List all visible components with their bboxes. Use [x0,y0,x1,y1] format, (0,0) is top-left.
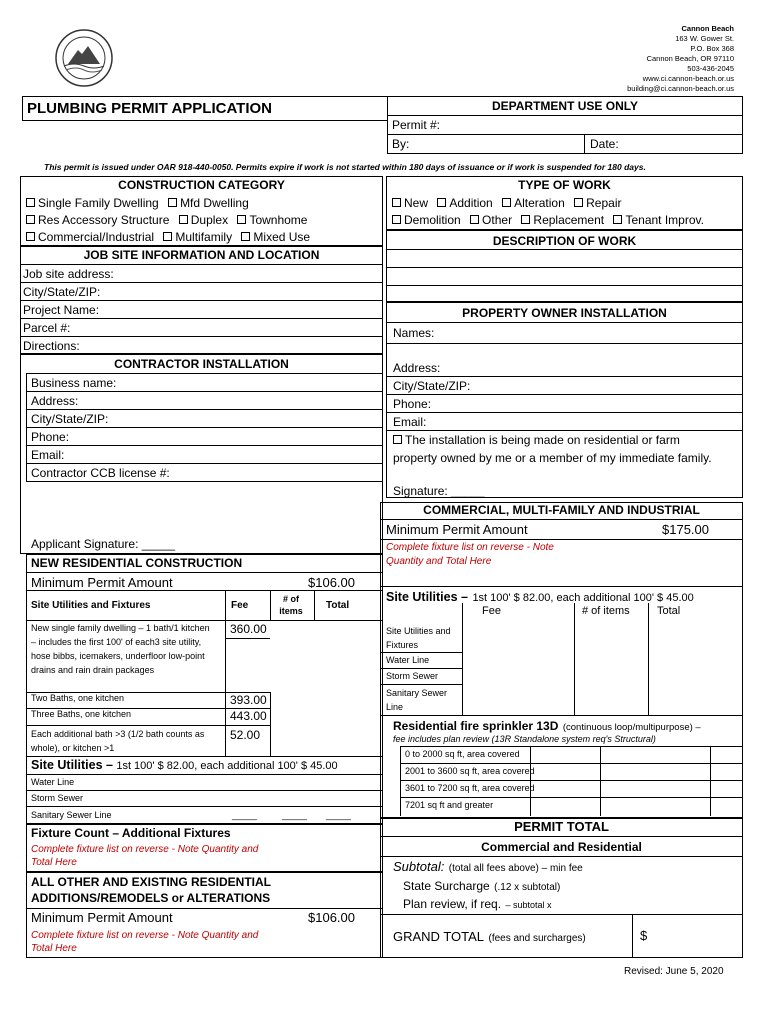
option-single-family: Single Family Dwelling [38,196,159,210]
option-alteration: Alteration [514,196,565,210]
contractor-address-field[interactable]: Address: [31,394,79,408]
checkbox[interactable] [163,232,172,241]
fee-row-value: 360.00 [230,622,267,636]
option-mixed-use: Mixed Use [253,230,311,244]
checkbox[interactable] [521,215,530,224]
fee-row-value: 393.00 [230,693,267,707]
date-label[interactable]: Date: [590,137,619,151]
address-line: P.O. Box 368 [690,44,734,53]
description-heading: DESCRIPTION OF WORK [492,234,637,248]
option-duplex: Duplex [190,213,229,227]
checkbox[interactable] [26,198,35,207]
permit-total-sub: Commercial and Residential [481,840,642,854]
property-owner-heading: PROPERTY OWNER INSTALLATION [462,306,667,320]
revised-date: Revised: June 5, 2020 [624,966,724,977]
checkbox[interactable] [26,232,35,241]
permit-total-heading: PERMIT TOTAL [514,819,609,834]
other-res-min-label: Minimum Permit Amount [31,910,173,925]
other-res-heading-1: ALL OTHER AND EXISTING RESIDENTIAL [31,875,272,889]
checkbox[interactable] [392,198,401,207]
city-seal-logo [48,28,120,88]
project-name-field[interactable]: Project Name: [23,303,100,317]
address-line: Cannon Beach, OR 97110 [646,54,734,63]
option-addition: Addition [449,196,493,210]
contractor-heading: CONTRACTOR INSTALLATION [114,357,289,371]
contractor-phone-field[interactable]: Phone: [31,430,70,444]
option-res-accessory: Res Accessory Structure [38,213,170,227]
job-site-city-field[interactable]: City/State/ZIP: [23,285,101,299]
sprinkler-row: 2001 to 3600 sq ft, area covered [405,766,535,776]
grand-total-line: GRAND TOTAL (fees and surcharges) [393,929,586,944]
option-repair: Repair [586,196,622,210]
directions-field[interactable]: Directions: [23,339,80,353]
job-site-address-field[interactable]: Job site address: [23,267,114,281]
option-mfd-dwelling: Mfd Dwelling [180,196,249,210]
address-line: www.ci.cannon-beach.or.us [642,74,734,83]
checkbox[interactable] [502,198,511,207]
option-demolition: Demolition [404,213,461,227]
contractor-city-field[interactable]: City/State/ZIP: [31,412,109,426]
by-label[interactable]: By: [392,137,410,151]
blank-total[interactable]: _____ [326,810,352,820]
commercial-min-amount: $175.00 [662,522,709,537]
utility-row-water: Water Line [31,777,75,787]
other-res-heading-2: ADDITIONS/REMODELS or ALTERATIONS [31,891,271,905]
commercial-utilities-line: Site Utilities – 1st 100' $ 82.00, each additional 100' $ 45.00 [386,590,694,604]
commercial-heading: COMMERCIAL, MULTI-FAMILY AND INDUSTRIAL [423,503,700,517]
fee-row-label: New single family dwelling – 1 bath/1 kitchen – includes the first 100' of each3 site utility, hose bibbs, icemakers, underfloor low-point drains and rain drain packages [31,623,210,675]
owner-statement-line-1: The installation is being made on residential or farm [405,433,680,447]
owner-signature-field[interactable]: Signature: _____ [393,484,485,498]
sprinkler-line: Residential fire sprinkler 13D (continuous loop/multipurpose) – [393,719,701,733]
job-site-heading: JOB SITE INFORMATION AND LOCATION [83,248,320,262]
new-res-min-amount: $106.00 [308,575,355,590]
checkbox[interactable] [613,215,622,224]
city-address-block [627,24,734,94]
option-new: New [404,196,429,210]
commercial-row-fixtures: Site Utilities and Fixtures [386,626,451,650]
address-line: 503-436-2045 [687,64,734,73]
other-res-min-amount: $106.00 [308,910,355,925]
column-header-total: Total [326,600,350,611]
blank-count[interactable]: _____ [282,810,308,820]
new-res-min-label: Minimum Permit Amount [31,575,173,590]
applicant-signature-field[interactable]: Applicant Signature: _____ [31,537,176,551]
commercial-col-items: # of items [582,605,630,617]
utility-row-storm: Storm Sewer [31,793,84,803]
other-res-note: Complete fixture list on reverse - Note Quantity and Total Here [31,930,259,954]
checkbox[interactable] [437,198,446,207]
fixture-note: Complete fixture list on reverse - Note Quantity and Total Here [31,844,259,868]
utility-row-sanitary: Sanitary Sewer Line [31,810,112,820]
owner-address-field[interactable]: Address: [393,361,441,375]
fee-row-value: 52.00 [230,728,261,742]
surcharge-line[interactable]: State Surcharge (.12 x subtotal) [403,879,561,893]
contractor-email-field[interactable]: Email: [31,448,65,462]
sprinkler-note: fee includes plan review (13R Standalone system req's Structural) [393,734,656,744]
commercial-row-sanitary: Sanitary Sewer Line [386,688,448,712]
subtotal-line[interactable]: Subtotal: (total all fees above) – min fee [393,859,583,874]
owner-statement-checkbox[interactable] [393,435,402,444]
checkbox[interactable] [237,215,246,224]
plan-review-line[interactable]: Plan review, if req. – subtotal x [403,897,552,911]
checkbox[interactable] [470,215,479,224]
new-res-utilities-line: Site Utilities – 1st 100' $ 82.00, each additional 100' $ 45.00 [31,758,338,772]
owner-statement-line-2: property owned by me or a member of my immediate family. [393,451,712,465]
fixture-count-heading: Fixture Count – Additional Fixtures [31,826,231,840]
blank-fee[interactable]: _____ [232,810,258,820]
fee-row-label: Three Baths, one kitchen [31,709,132,719]
checkbox[interactable] [392,215,401,224]
checkbox[interactable] [241,232,250,241]
ccb-license-field[interactable]: Contractor CCB license #: [31,466,170,480]
page-title: PLUMBING PERMIT APPLICATION [27,100,272,117]
commercial-min-label: Minimum Permit Amount [386,522,528,537]
commercial-row-storm: Storm Sewer [386,671,439,681]
owner-names-field[interactable]: Names: [393,326,435,340]
option-multifamily: Multifamily [175,230,233,244]
fee-row-value: 443.00 [230,709,267,723]
commercial-col-total: Total [657,605,681,617]
construction-category-heading: CONSTRUCTION CATEGORY [118,178,285,192]
sprinkler-row: 3601 to 7200 sq ft, area covered [405,783,535,793]
business-name-field[interactable]: Business name: [31,376,117,390]
column-header-count: # of items [279,594,303,616]
option-other: Other [482,213,513,227]
city-name: Cannon Beach [681,24,734,33]
fee-row-label: Two Baths, one kitchen [31,693,125,703]
column-header-item: Site Utilities and Fixtures [31,600,151,611]
address-line: building@ci.cannon-beach.or.us [627,84,734,93]
address-line: 163 W. Gower St. [675,34,734,43]
owner-city-field[interactable]: City/State/ZIP: [393,379,471,393]
checkbox[interactable] [574,198,583,207]
sprinkler-row: 0 to 2000 sq ft, area covered [405,749,520,759]
checkbox[interactable] [168,198,177,207]
type-of-work-heading: TYPE OF WORK [518,178,611,192]
commercial-row-water: Water Line [386,655,430,665]
permit-number-label[interactable]: Permit #: [392,118,441,132]
option-replacement: Replacement [533,213,605,227]
new-residential-heading: NEW RESIDENTIAL CONSTRUCTION [31,556,243,570]
owner-email-field[interactable]: Email: [393,415,427,429]
permit-notice: This permit is issued under OAR 918-440-0050. Permits expire if work is not started within 180 days of issuance or if work is suspended for 180 days. [44,162,646,172]
option-townhome: Townhome [249,213,308,227]
option-tenant-improv: Tenant Improv. [625,213,704,227]
column-header-fee: Fee [231,600,249,611]
checkbox[interactable] [179,215,188,224]
department-heading: DEPARTMENT USE ONLY [491,99,638,113]
grand-total-value[interactable]: $ [640,928,648,943]
checkbox[interactable] [26,215,35,224]
parcel-field[interactable]: Parcel #: [23,321,71,335]
sprinkler-row: 7201 sq ft and greater [405,800,494,810]
fee-row-label: Each additional bath >3 (1/2 bath counts as whole), or kitchen >1 [31,729,205,753]
commercial-note: Complete fixture list on reverse - Note Quantity and Total Here [386,542,554,567]
option-commercial: Commercial/Industrial [38,230,155,244]
owner-phone-field[interactable]: Phone: [393,397,432,411]
commercial-col-fee: Fee [482,605,501,617]
